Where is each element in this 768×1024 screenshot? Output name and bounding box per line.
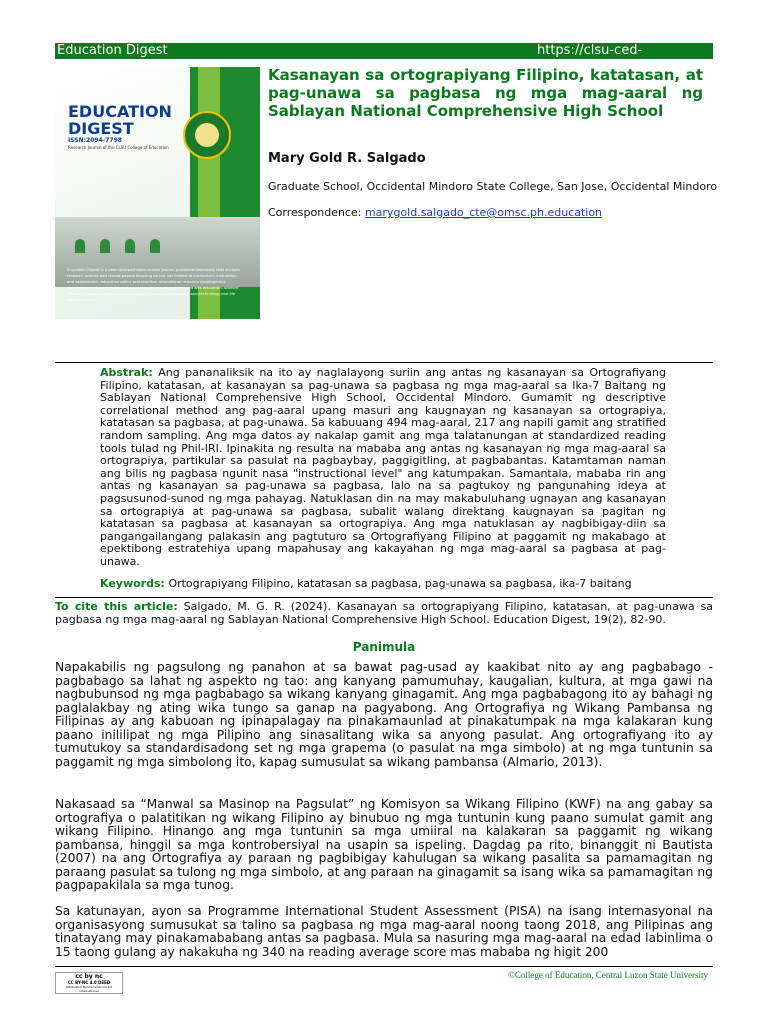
article-author: Mary Gold R. Salgado (268, 151, 426, 166)
cover-title-line: EDUCATION (68, 102, 172, 121)
journal-url[interactable]: https://clsu-ced- (537, 43, 643, 58)
abstract-label: Abstrak: (100, 366, 153, 379)
abstract-text: Ang pananaliksik na ito ay naglalayong suriin ang antas ng kasanayan sa Ortografiyang Filipino, katatasan, at kasanayan sa pag-unawa sa pagbasa ng mga mag-aaral sa Ika-7 Baitang ng Sablayan National Comprehensive High School, Occidental Mindoro. Gumamit ng descriptive correlational method ang pag-aaral upang masuri ang kaugnayan ng kasanayan sa ortograpiya, katatasan sa pagbasa, at pag-unawa. Sa kabuuang 494 mag-aaral, 217 ang napili gamit ang stratified random sampling. Ang mga datos ay nakalap gamit ang mga talatanungan at standardized reading tools tulad ng Phil-IRI. Ipinakita ng resulta na mababa ang antas ng kasanayan ng mga mag-aaral sa ortograpiya, partikular sa pasulat na pagbaybay, paggigitling, at pagbabantas. Katamtaman naman ang bilis ng pagbasa ngunit nasa "instructional level" ang katumpakan. Samantala, mababa rin ang antas ng kasanayan sa pag-unawa sa pagbasa, lalo na sa pagtukoy ng pangunahing ideya at pagsusunod-sunod ng mga pahayag. Natuklasan din na may makabuluhang ugnayan ang kasanayan sa ortograpiya at pag-unawa sa pagbasa, subalit walang direktang kaugnayan sa pagitan ng katatasan sa pagbasa at kasanayan sa ortograpiya. Ang mga natuklasan ay nagbibigay-diin sa pangangailangang palakasin ang pagtuturo sa Ortografiyang Filipino at paggamit ng makabago at epektibong estratehiya upang mapahusay ang kakayahan ng mga mag-aaral sa pagbasa at pag-unawa. (100, 366, 667, 568)
citation (55, 600, 713, 626)
cc-license-badge[interactable] (55, 972, 123, 994)
cover-description: Education Digest is a peer-reviewed open-access journal published biannually that accepts research articles and review papers focusing on but not limited to curriculum, instruction, and assessment; education policy and practice; educational resource development; elementary and early childhood education; language, culture, and arts education; science education; sports and physical education; teaching and learning and technology and life skills education. (67, 267, 240, 302)
author-affiliation: Graduate School, Occidental Mindoro State College, San Jose, Occidental Mindoro (268, 180, 718, 193)
journal-cover-image (55, 67, 260, 319)
footer-copyright: ©College of Education, Central Luzon State University (508, 970, 709, 980)
cover-title (68, 103, 172, 137)
cc-license-subtext: Attribution-NonCommercial 4.0 International (65, 985, 113, 993)
body-paragraph: Nakasaad sa “Manwal sa Masinop na Pagsulat” ng Komisyon sa Wikang Filipino (KWF) na ang gabay sa ortografiya o palatitikan ng wikang Filipino ay binubuo ng mga tuntunin kung paano sumulat gamit ang wikang Filipino. Hinango ang mga tuntunin sa mga umiiral na kalakaran sa paggamit ng wikang pambansa, hinggil sa mga kontrobersiyal na usapin sa ispeling. Dagdag pa rito, binanggit ni Bautista (2007) na ang Ortografiya ay paraan ng pagbibigay kahulugan sa wikang pasalita sa pamamagitan ng paraang pasulat sa tulong ng mga simbolo, at ang paraan na ginagamit sa isang wika sa pamamagitan ng pagpapakilala sa mga tunog. (55, 797, 713, 892)
body-paragraph: Napakabilis ng pagsulong ng panahon at sa bawat pag-usad ay kaakibat nito ay ang pagbabago - pagbabago sa lahat ng aspekto ng tao: ang kanyang pamumuhay, kaugalian, kultura, at mga gawi na nagbubunsod ng mga pagbabago sa wikang kanyang ginagamit. Ang mga pagbabagong ito ay bahagi ng paglalakbay ng ating wika tungo sa ganap na pagyabong. Ang Ortografiya ng Wikang Pambansa ng Filipinas ay ang kabuoan ng ipinapalagay na pinakamaunlad at pinakatumpak na mga kalakaran kung paano inililipat ng mga Pilipino ang sinasalitang wika sa anyong pasulat. Ang ortografiyang ito ay tumutukoy sa standardisadong set ng mga grapema (o pasulat na mga simbolo) at ng mga tuntunin sa paggamit ng mga simbolong ito, kapag sumusulat sa wikang pambansa (Almario, 2013). (55, 660, 713, 769)
abstract-top-rule (55, 362, 713, 363)
cc-license-icons: cc by nc (75, 973, 103, 980)
correspondence (268, 206, 602, 219)
cover-pillar (75, 239, 85, 253)
footer-rule (55, 966, 713, 967)
abstract-bottom-rule (55, 597, 713, 598)
correspondence-email-link[interactable]: marygold.salgado_cte@omsc.ph.education (364, 206, 603, 219)
citation-text: Salgado, M. G. R. (2024). Kasanayan sa ortograpiyang Filipino, katatasan, at pag-unawa sa pagbasa ng mga mag-aaral ng Sablayan National Comprehensive High School. Education Digest, 19(2), 82-90. (55, 600, 713, 626)
keywords (100, 577, 700, 590)
citation-label: To cite this article: (55, 600, 178, 613)
keywords-text: Ortograpiyang Filipino, katatasan sa pagbasa, pag-unawa sa pagbasa, ika-7 baitang (168, 577, 632, 590)
university-seal-icon (183, 111, 231, 159)
cc-license-text: CC BY-NC 4.0 DEED (67, 980, 111, 985)
cover-issn: ISSN:2094-7798 (68, 137, 122, 144)
article-title: Kasanayan sa ortograpiyang Filipino, katatasan, at pag-unawa sa pagbasa ng mga mag-aaral ng Sablayan National Comprehensive High School (268, 66, 703, 120)
correspondence-label: Correspondence: (268, 206, 365, 219)
cover-subtitle: Research Journal of the CLSU College of Education (68, 145, 169, 150)
section-heading: Panimula (352, 640, 416, 654)
cover-pillar (100, 239, 110, 253)
cover-pillar (125, 239, 135, 253)
keywords-label: Keywords: (100, 577, 165, 590)
abstract (100, 367, 666, 569)
cover-pillar (150, 239, 160, 253)
cover-title-line: DIGEST (68, 119, 134, 138)
body-paragraph: Sa katunayan, ayon sa Programme International Student Assessment (PISA) na isang internasyonal na organisasyong sumusukat sa talino sa pagbasa ng mga mag-aaral noong taong 2018, ang Pilipinas ang tinatayang may pinakamababang antas sa pagbasa. Mula sa nasuring mga mag-aaral na edad labinlima o 15 taong gulang ay nakakuha ng 340 na reading average score mas mababa ng higit 200 (55, 904, 713, 959)
journal-name: Education Digest (57, 43, 168, 58)
journal-header-bar (55, 43, 713, 59)
